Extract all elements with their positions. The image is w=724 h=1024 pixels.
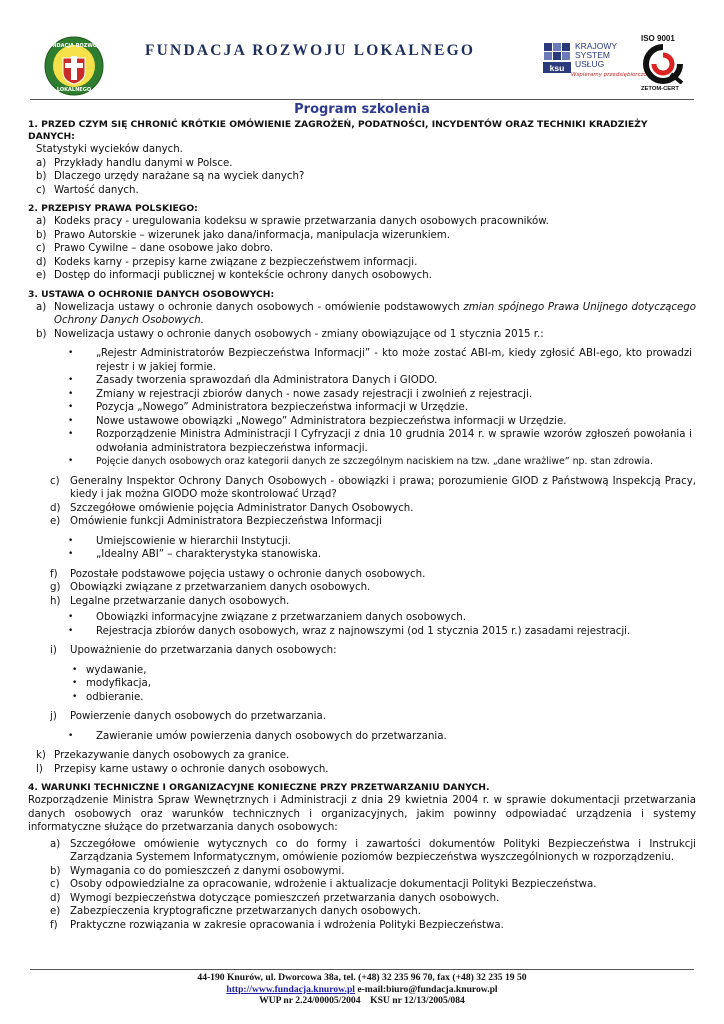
list-item: b) Wymagania co do pomieszczeń z danymi osobowymi.: [50, 865, 345, 877]
bullet-item: • modyfikacja,: [72, 678, 151, 689]
svg-text:FUNDACJA ROZWOJU: FUNDACJA ROZWOJU: [44, 43, 104, 49]
section-2-heading: 2. PRZEPISY PRAWA POLSKIEGO:: [28, 203, 198, 214]
footer-contact: [0, 984, 724, 996]
iso-cert-body: ZETOM-CERT: [641, 86, 679, 92]
bullet-item: • Umiejscowienie w hierarchii Instytucji.: [68, 535, 291, 547]
ksu-emblem-icon: [543, 42, 571, 78]
list-item: d) Szczegółowe omówienie pojęcia Administrator Danych Osobowych.: [50, 502, 414, 514]
section-4-heading: 4. WARUNKI TECHNICZNE I ORGANIZACYJNE KONIECZNE PRZY PRZETWARZANIU DANYCH.: [28, 782, 490, 793]
list-item: f) Praktyczne rozwiązania w zakresie opracowania i wdrożenia Polityki Bezpieczeństwa.: [50, 919, 504, 931]
footer-registration: WUP nr 2.24/00005/2004 KSU nr 12/13/2005/084: [259, 995, 465, 1006]
ksu-logo: [543, 41, 653, 84]
list-item: h) Legalne przetwarzanie danych osobowych.: [50, 595, 290, 607]
list-item: c) Generalny Inspektor Ochrony Danych Osobowych - obowiązki i prawa; porozumienie GIOD z Państwową Inspekcją Pracy, kiedy i jak można GIODO może skontrolować Urząd?: [50, 475, 696, 500]
document-body: [28, 102, 696, 932]
bullet-item: • „Rejestr Administratorów Bezpieczeństwa Informacji” - kto może zostać ABI-m, kiedy zgłosić ABI-ego, kto prowadzi rejestr i w jakiej formie.: [68, 348, 692, 373]
page-title: Program szkolenia: [294, 102, 430, 117]
list-item: a) Kodeks pracy - uregulowania kodeksu w sprawie przetwarzania danych osobowych pracowników.: [36, 216, 549, 227]
list-item: a) Przykłady handlu danymi w Polsce.: [36, 157, 233, 169]
svg-text:LOKALNEGO: LOKALNEGO: [56, 87, 92, 93]
list-item: d) Kodeks karny - przepisy karne związane z bezpieczeństwem informacji.: [36, 256, 418, 268]
bullet-item: • „Idealny ABI” – charakterystyka stanowiska.: [68, 549, 322, 560]
list-item: k) Przekazywanie danych osobowych za granice.: [36, 750, 290, 761]
list-item: j) Powierzenie danych osobowych do przetwarzania.: [50, 711, 326, 722]
list-item: a) Szczegółowe omówienie wytycznych co do formy i zawartości dokumentów Polityki Bezpieczeństwa i Instrukcji Zarządzania Systemem Informatycznym, omówienie poziomów bezpieczeństwa wyszczególnionych w rozporządzeniu.: [50, 838, 696, 863]
footer: [0, 972, 724, 1007]
section-1-intro: Statystyki wycieków danych.: [36, 144, 183, 155]
website-link[interactable]: http://www.fundacja.knurow.pl: [226, 983, 355, 995]
list-item: b) Prawo Autorskie – wizerunek jako dana/informacja, manipulacja wizerunkiem.: [36, 229, 450, 241]
list-item: c) Osoby odpowiedzialne za opracowanie, wdrożenie i aktualizacje dokumentacji Polityki Bezpieczeństwa.: [50, 879, 597, 890]
list-item: f) Pozostałe podstawowe pojęcia ustawy o ochronie danych osobowych.: [50, 568, 426, 580]
list-item: b) Nowelizacja ustawy o ochronie danych osobowych - zmiany obowiązujące od 1 stycznia 2015 r.:: [36, 328, 544, 340]
bullet-item: • Nowe ustawowe obowiązki „Nowego” Administratora bezpieczeństwa informacji w Urzędzie.: [68, 415, 567, 427]
bullet-item: • Pozycja „Nowego” Administratora bezpieczeństwa informacji w Urzędzie.: [68, 402, 469, 413]
bullet-item: • Pojęcie danych osobowych oraz kategorii danych ze szczególnym naciskiem na tzw. „dane wrażliwe” np. stan zdrowia.: [68, 456, 653, 467]
bullet-item: • wydawanie,: [72, 664, 147, 676]
bullet-item: • Zawieranie umów powierzenia danych osobowych do przetwarzania.: [68, 730, 447, 742]
footer-divider: [30, 969, 694, 970]
list-item: i) Upoważnienie do przetwarzania danych osobowych:: [50, 645, 337, 656]
header-divider: [30, 99, 694, 100]
iso-cert-logo: [641, 44, 685, 84]
footer-email[interactable]: e-mail:biuro@fundacja.knurow.pl: [354, 983, 498, 995]
section-3-heading: 3. USTAWA O OCHRONIE DANYCH OSOBOWYCH:: [28, 288, 275, 300]
foundation-logo: [44, 36, 104, 96]
list-item: e) Zabezpieczenia kryptograficzne przetwarzanych danych osobowych.: [50, 906, 421, 917]
ksu-abbr: ksu: [549, 63, 565, 73]
bullet-item: • Rejestracja zbiorów danych osobowych, wraz z najnowszymi (od 1 stycznia 2015 r.) zasadami rejestracji.: [68, 625, 631, 637]
list-item: c) Wartość danych.: [36, 184, 139, 196]
bullet-item: • Obowiązki informacyjne związane z przetwarzaniem danych osobowych.: [68, 612, 466, 623]
footer-address: 44-190 Knurów, ul. Dworcowa 38a, tel. (+48) 32 235 96 70, fax (+48) 32 235 19 50: [197, 972, 527, 983]
letterhead: [0, 0, 724, 100]
list-item: c) Prawo Cywilne – dane osobowe jako dobro.: [36, 243, 274, 254]
bullet-item: • odbieranie.: [72, 691, 144, 703]
list-item: e) Dostęp do informacji publicznej w kontekście ochrony danych osobowych.: [36, 270, 432, 281]
iso-title: ISO 9001: [641, 34, 675, 43]
list-item: d) Wymogi bezpieczeństwa dotyczące pomieszczeń przetwarzania danych osobowych.: [50, 892, 500, 904]
ksu-tagline: Wspieramy przedsiębiorczość: [571, 72, 653, 78]
list-item: l) Przepisy karne ustawy o ochronie danych osobowych.: [36, 763, 329, 775]
bullet-item: • Rozporządzenie Ministra Administracji I Cyfryzacji z dnia 10 grudnia 2014 r. w sprawie wzorów zgłoszeń powołania i odwołania administratora bezpieczeństwa informacji.: [68, 429, 692, 454]
bullet-item: • Zmiany w rejestracji zbiorów danych - nowe zasady rejestracji i zwolnień z rejestracji.: [68, 388, 533, 400]
section-4-intro: Rozporządzenie Ministra Spraw Wewnętrznych i Administracji z dnia 29 kwietnia 2004 r. w sprawie dokumentacji przetwarzania danych osobowych oraz warunków technicznych i organizacyjnych, jakim powinny odpowiadać urządzenia i systemy informatyczne służące do przetwarzania danych osobowych:: [28, 795, 696, 833]
list-item: b) Dlaczego urzędy narażane są na wyciek danych?: [36, 171, 305, 182]
list-item: a) Nowelizacja ustawy o ochronie danych osobowych - omówienie podstawowych zmian spójnego Prawa Unijnego dotyczącego Ochrony Danych Osobowych.: [36, 301, 696, 326]
list-item: e) Omówienie funkcji Administratora Bezpieczeństwa Informacji: [50, 516, 382, 527]
section-1-heading: 1. PRZED CZYM SIĘ CHRONIĆ KRÓTKIE OMÓWIENIE ZAGROŻEŃ, PODATNOŚCI, INCYDENTÓW ORAZ TECHNIKI KRADZIEŻY DANYCH:: [28, 119, 648, 142]
bullet-item: • Zasady tworzenia sprawozdań dla Administratora Danych i GIODO.: [68, 375, 438, 386]
list-item: g) Obowiązki związane z przetwarzaniem danych osobowych.: [50, 582, 371, 593]
organization-name: FUNDACJA ROZWOJU LOKALNEGO: [145, 42, 476, 59]
ksu-name: KRAJOWY SYSTEM USŁUG: [575, 41, 618, 69]
